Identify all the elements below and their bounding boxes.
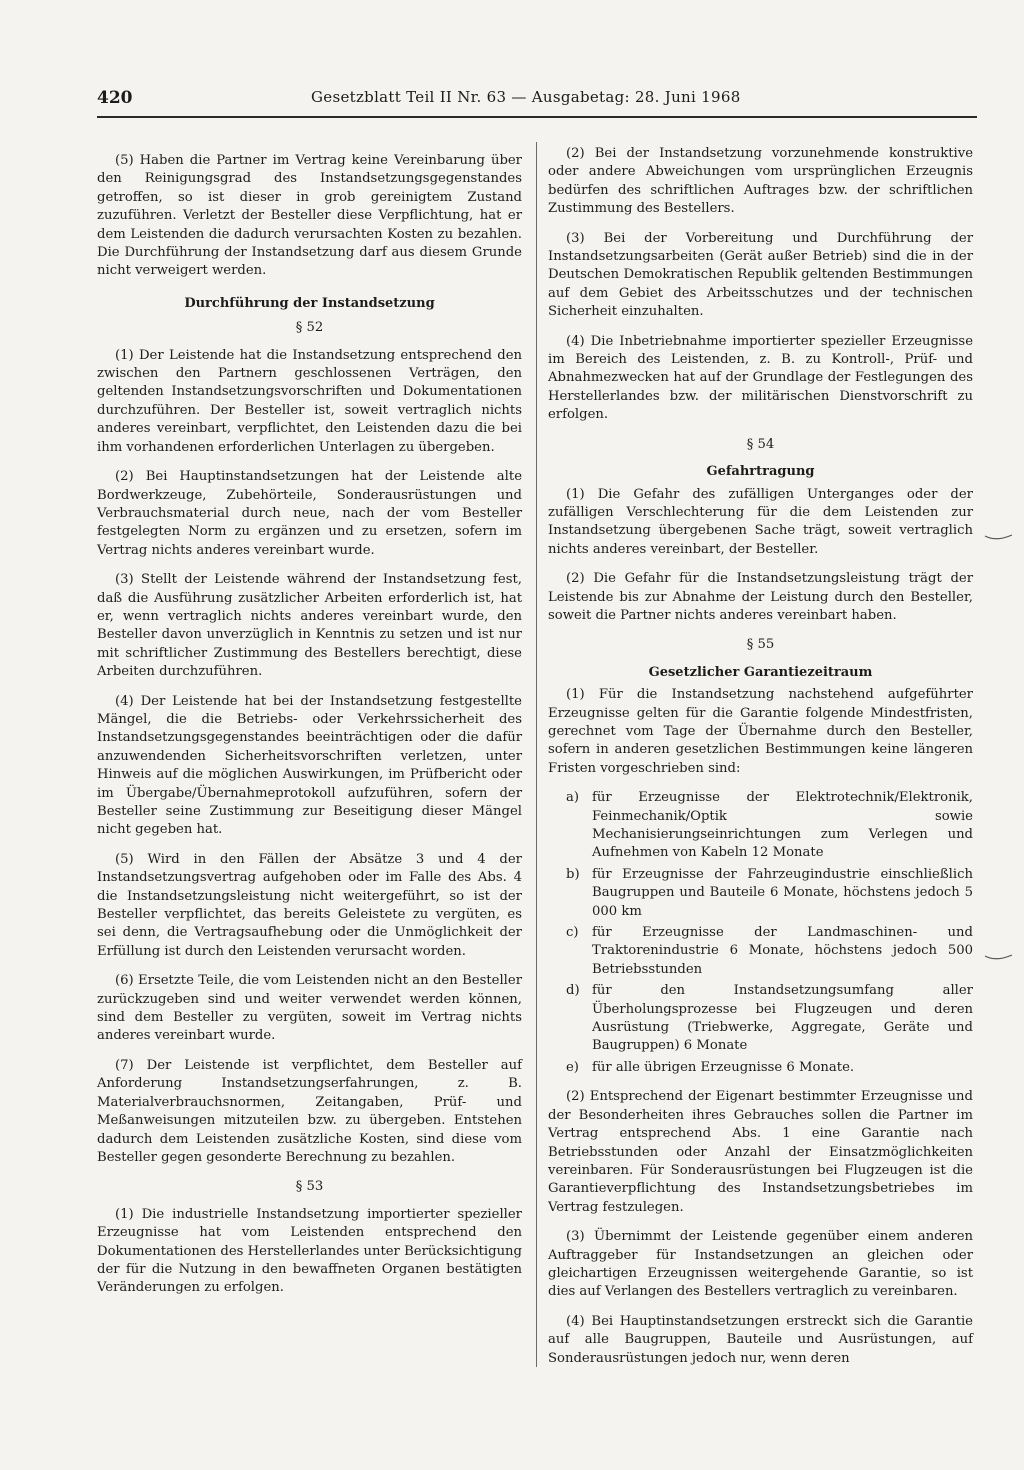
list-marker: e)	[566, 1059, 579, 1075]
list-item-text: für Erzeugnisse der Elektrotechnik/Elektronik, Feinmechanik/Optik sowie Mechanisierungseinrichtungen zum Verlegen und Aufnehmen von Kabeln 12 Monate	[592, 790, 973, 861]
column-divider	[536, 142, 537, 1367]
paragraph: (2) Entsprechend der Eigenart bestimmter Erzeugnisse und der Besonderheiten ihres Gebrauches sollen die Partner im Vertrag entsprechend Abs. 1 eine Garantie nach Betriebsstunden oder Anzahl der Einsatzmöglichkeiten vereinbaren. Für Sonderausrüstungen bei Flugzeugen ist die Garantieverpflichtung des Instandsetzungsbetriebes im Vertrag festzulegen.	[548, 1089, 973, 1215]
paragraph: (5) Haben die Partner im Vertrag keine Vereinbarung über den Reinigungsgrad des Instandsetzungsgegenstandes getroffen, so ist dieser in grob gereinigtem Zustand zuzuführen. Verletzt der Besteller diese Verpflichtung, hat er dem Leistenden die dadurch verursachten Kosten zu bezahlen. Die Durchführung der Instandsetzung darf aus diesem Grunde nicht verweigert werden.	[97, 153, 522, 279]
left-column	[97, 152, 522, 1309]
warranty-list	[548, 789, 973, 1077]
paragraph: (4) Bei Hauptinstandsetzungen erstreckt sich die Garantie auf alle Baugruppen, Bauteile und Ausrüstungen, auf Sonderausrüstungen jedoch nur, wenn deren	[548, 1313, 973, 1366]
list-item	[548, 789, 973, 863]
section-heading: Gefahrtragung	[706, 464, 815, 480]
list-marker: d)	[566, 983, 580, 999]
paragraph: (2) Bei der Instandsetzung vorzunehmende konstruktive oder andere Abweichungen vom ursprünglichen Erzeugnis bedürfen des schriftlichen Auftrages bzw. der schriftlichen Zustimmung des Bestellers.	[548, 146, 973, 217]
paragraph: (4) Der Leistende hat bei der Instandsetzung festgestellte Mängel, die die Betriebs- oder Verkehrssicherheit des Instandsetzungsgegenstandes beeinträchtigen oder die dafür anzuwendenden Sicherheitsvorschriften verletzen, unter Hinweis auf die möglichen Auswirkungen, im Prüfbericht oder im Übergabe/Übernahmeprotokoll aufzuführen, sofern der Besteller seine Zustimmung zur Beseitigung dieser Mängel nicht gegeben hat.	[97, 693, 522, 838]
list-marker: c)	[566, 925, 579, 941]
margin-mark-icon	[984, 948, 1014, 958]
list-item	[548, 982, 973, 1056]
page-number: 420	[97, 88, 133, 108]
section-number: § 54	[746, 436, 775, 452]
paragraph: (2) Die Gefahr für die Instandsetzungsleistung trägt der Leistende bis zur Abnahme der Leistung durch den Besteller, soweit die Partner nichts anderes vereinbart haben.	[548, 571, 973, 623]
paragraph: (1) Für die Instandsetzung nachstehend aufgeführter Erzeugnisse gelten für die Garantie folgende Mindestfristen, gerechnet vom Tage der Übernahme durch den Besteller, sofern in anderen gesetzlichen Bestimmungen keine längeren Fristen vorgeschrieben sind:	[548, 687, 973, 776]
paragraph: (3) Übernimmt der Leistende gegenüber einem anderen Auftraggeber für Instandsetzungen an gleichen oder gleichartigen Erzeugnissen weitergehende Garantie, so ist dies auf Verlangen des Bestellers vertraglich zu vereinbaren.	[548, 1229, 973, 1300]
section-number: § 53	[295, 1179, 324, 1195]
paragraph: (7) Der Leistende ist verpflichtet, dem Besteller auf Anforderung Instandsetzungserfahrungen, z. B. Materialverbrauchsnormen, Zeitangaben, Prüf- und Meßanweisungen mitzuteilen bzw. zu übergeben. Entstehen dadurch dem Leistenden zusätzliche Kosten, sind diese vom Besteller gegen gesonderte Berechnung zu bezahlen.	[97, 1057, 522, 1165]
paragraph: (3) Stellt der Leistende während der Instandsetzung fest, daß die Ausführung zusätzlicher Arbeiten erforderlich ist, hat er, wenn vertraglich nichts anderes vereinbart wurde, den Besteller davon unverzüglich in Kenntnis zu setzen und ist nur mit schriftlicher Zustimmung des Bestellers berechtigt, diese Arbeiten durchzuführen.	[97, 572, 522, 680]
list-item	[548, 866, 973, 921]
paragraph: (2) Bei Hauptinstandsetzungen hat der Leistende alte Bordwerkzeuge, Zubehörteile, Sonderausrüstungen und Verbrauchsmaterial durch neue, nach der vom Besteller festgelegten Norm zu ergänzen und zu ersetzen, sofern im Vertrag nichts anderes vereinbart wurde.	[97, 469, 522, 558]
list-item-text: für Erzeugnisse der Fahrzeugindustrie einschließlich Baugruppen und Bauteile 6 Monate, höchstens jedoch 5 000 km	[592, 866, 973, 919]
list-item-text: für den Instandsetzungsumfang aller Überholungsprozesse bei Flugzeugen und deren Ausrüstung (Triebwerke, Aggregate, Geräte und Baugruppen) 6 Monate	[592, 983, 973, 1054]
list-item	[548, 924, 973, 979]
section-heading: Durchführung der Instandsetzung	[184, 295, 435, 311]
section-heading: Gesetzlicher Garantiezeitraum	[648, 664, 873, 680]
gazette-title: Gesetzblatt Teil II Nr. 63 — Ausgabetag: 28. Juni 1968	[311, 88, 741, 106]
paragraph: (1) Die Gefahr des zufälligen Unterganges oder der zufälligen Verschlechterung für die dem Leistenden zur Instandsetzung übergebenen Sache trägt, soweit vertraglich nichts anderes vereinbart, der Besteller.	[548, 486, 973, 557]
list-item-text: für Erzeugnisse der Landmaschinen- und Traktorenindustrie 6 Monate, höchstens jedoch 500 Betriebsstunden	[592, 925, 973, 977]
paragraph: (1) Die industrielle Instandsetzung importierter spezieller Erzeugnisse hat vom Leistenden entsprechend den Dokumentationen des Herstellerlandes unter Berücksichtigung der für die Nutzung in den bewaffneten Organen bestätigten Veränderungen zu erfolgen.	[97, 1206, 522, 1296]
section-number: § 55	[746, 637, 775, 653]
section-number: § 52	[295, 320, 324, 336]
list-marker: b)	[566, 866, 580, 882]
paragraph: (1) Der Leistende hat die Instandsetzung entsprechend den zwischen den Partnern geschlossenen Verträgen, den geltenden Instandsetzungsvorschriften und Dokumentationen durchzuführen. Der Besteller ist, soweit vertraglich nichts anderes vereinbart, verpflichtet, den Leistenden dazu die bei ihm vorhandenen erforderlichen Unterlagen zu übergeben.	[97, 347, 522, 455]
paragraph: (5) Wird in den Fällen der Absätze 3 und 4 der Instandsetzungsvertrag aufgehoben oder im Falle des Abs. 4 die Instandsetzungsleistung nicht weitergeführt, so ist der Besteller verpflichtet, das bereits Geleistete zu vergüten, es sei denn, die Vertragsaufhebung oder die Unmöglichkeit der Erfüllung ist durch den Leistenden verursacht worden.	[97, 851, 522, 959]
list-item-text: für alle übrigen Erzeugnisse 6 Monate.	[592, 1059, 855, 1075]
list-marker: a)	[566, 790, 580, 806]
list-item	[548, 1059, 973, 1077]
page-header	[97, 84, 977, 118]
paragraph: (4) Die Inbetriebnahme importierter spezieller Erzeugnisse im Bereich des Leistenden, z. B. zu Kontroll-, Prüf- und Abnahmezwecken hat auf der Grundlage der Festlegungen des Herstellerlandes bzw. der militärischen Dienstvorschrift zu erfolgen.	[548, 333, 973, 423]
paragraph: (3) Bei der Vorbereitung und Durchführung der Instandsetzungsarbeiten (Gerät außer Betrieb) sind die in der Deutschen Demokratischen Republik geltenden Bestimmungen auf dem Gebiet des Arbeitsschutzes und der technischen Sicherheit einzuhalten.	[548, 230, 973, 320]
right-column	[548, 145, 973, 1379]
margin-mark-icon	[984, 528, 1014, 538]
paragraph: (6) Ersetzte Teile, die vom Leistenden nicht an den Besteller zurückzugeben sind und weiter verwendet werden können, sind dem Besteller zu vergüten, soweit im Vertrag nichts anderes vereinbart wurde.	[97, 973, 522, 1044]
